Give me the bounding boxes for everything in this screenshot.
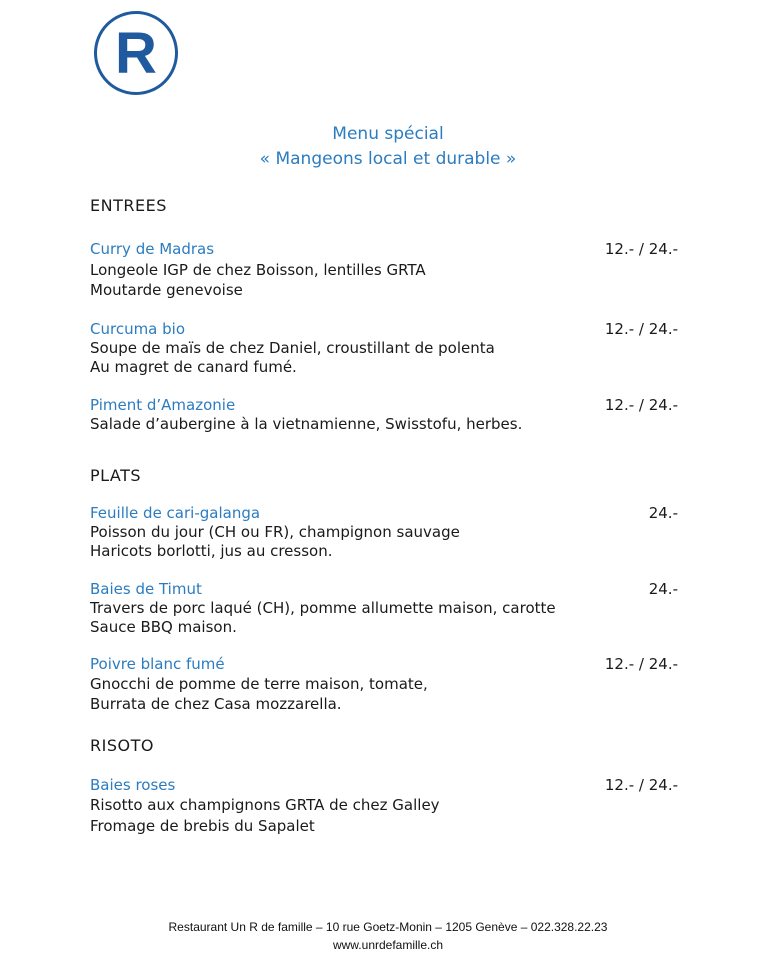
dish-price: 12.- / 24.- (604, 776, 678, 794)
dish-price: 12.- / 24.- (604, 396, 678, 414)
dish-description: Haricots borlotti, jus au cresson. (90, 542, 333, 560)
dish-description: Soupe de maïs de chez Daniel, croustillant de polenta (90, 339, 495, 357)
section-plats: PLATS (90, 466, 142, 485)
dish-name: Poivre blanc fumé (90, 655, 225, 673)
dish-description: Burrata de chez Casa mozzarella. (90, 695, 342, 713)
dish-price: 12.- / 24.- (604, 320, 678, 338)
dish-description: Salade d’aubergine à la vietnamienne, Swisstofu, herbes. (90, 415, 523, 433)
dish-description: Moutarde genevoise (90, 281, 243, 299)
dish-description: Fromage de brebis du Sapalet (90, 817, 315, 835)
dish-name: Curry de Madras (90, 240, 215, 258)
dish-name: Baies roses (90, 776, 176, 794)
logo-letter: R (115, 21, 157, 86)
menu-title: Menu spécial (332, 124, 444, 144)
dish-name: Piment d’Amazonie (90, 396, 236, 414)
dish-description: Poisson du jour (CH ou FR), champignon sauvage (90, 523, 460, 541)
dish-name: Baies de Timut (90, 580, 202, 598)
dish-description: Au magret de canard fumé. (90, 358, 297, 376)
dish-price: 24.- (648, 580, 678, 598)
section-risoto: RISOTO (90, 736, 154, 755)
dish-name: Curcuma bio (90, 320, 186, 338)
dish-name: Feuille de cari-galanga (90, 504, 261, 522)
dish-price: 12.- / 24.- (604, 240, 678, 258)
dish-price: 12.- / 24.- (604, 655, 678, 673)
footer-address: Restaurant Un R de famille – 10 rue Goetz-Monin – 1205 Genève – 022.328.22.23 (168, 920, 608, 934)
menu-subtitle: « Mangeons local et durable » (259, 149, 517, 169)
dish-description: Travers de porc laqué (CH), pomme allumette maison, carotte (90, 599, 556, 617)
section-entrees: ENTREES (90, 196, 167, 215)
footer-website[interactable]: www.unrdefamille.ch (332, 938, 444, 952)
dish-description: Risotto aux champignons GRTA de chez Galley (90, 796, 440, 814)
dish-description: Gnocchi de pomme de terre maison, tomate, (90, 675, 428, 693)
restaurant-logo (94, 11, 178, 95)
dish-price: 24.- (648, 504, 678, 522)
dish-description: Longeole IGP de chez Boisson, lentilles GRTA (90, 261, 426, 279)
dish-description: Sauce BBQ maison. (90, 618, 237, 636)
